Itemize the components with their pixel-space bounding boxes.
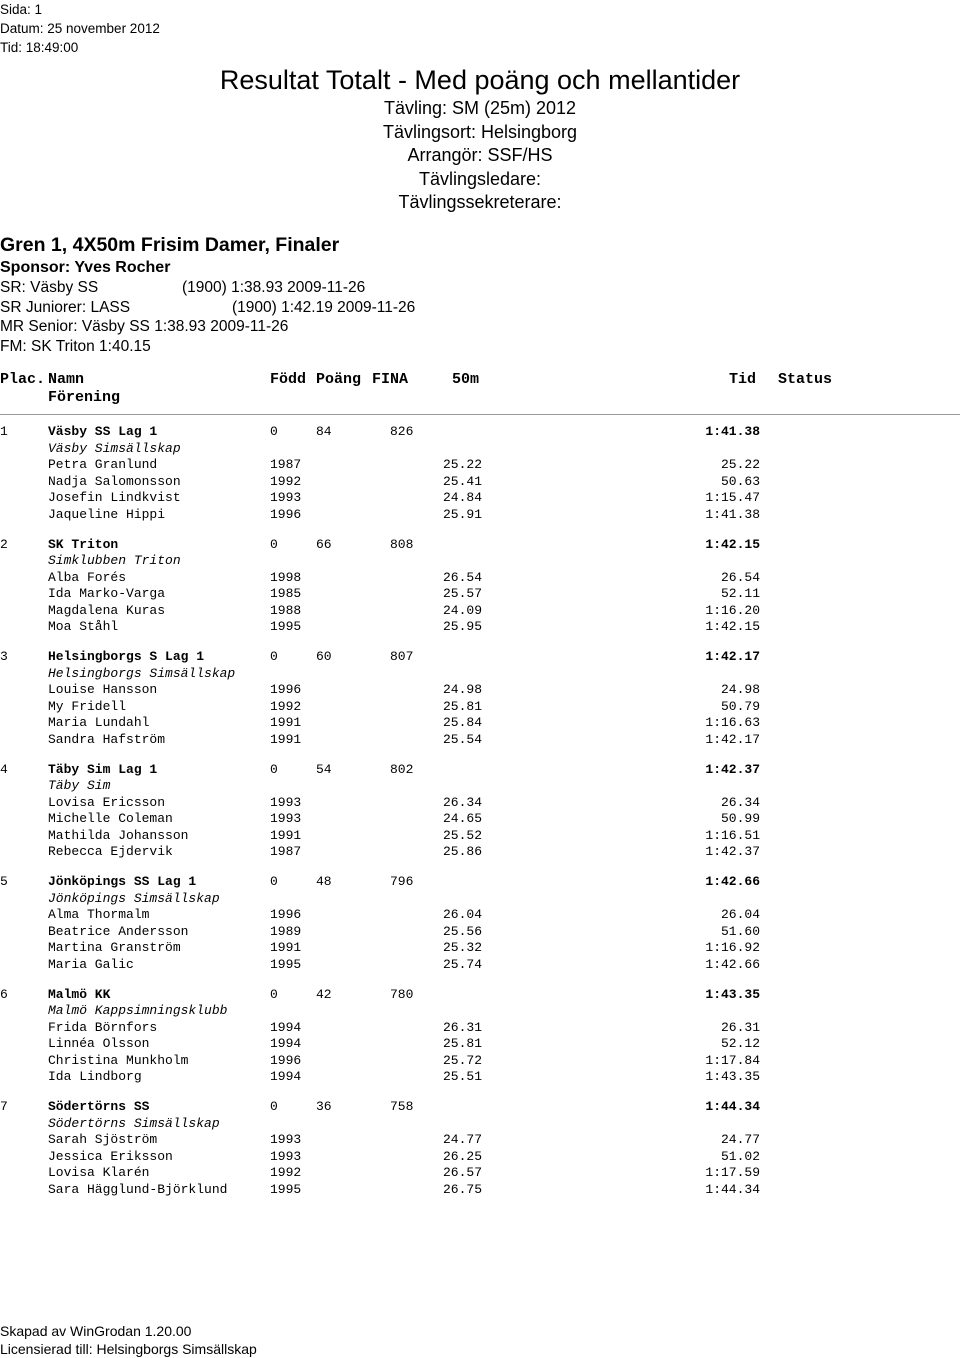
team-row [0, 648, 960, 665]
team-club-row [0, 440, 960, 457]
event-title: Gren 1, 4X50m Frisim Damer, Finaler [0, 234, 340, 256]
swimmer-name: Moa Ståhl [48, 619, 119, 634]
swimmer-year: 1985 [270, 586, 302, 601]
team-club: Helsingborgs Simsällskap [48, 665, 236, 681]
swimmer-name: My Fridell [48, 698, 127, 714]
record-detail: (1900) 1:38.93 2009-11-26 [182, 279, 366, 296]
swimmer-time: 51.60 [720, 923, 760, 939]
team-place: 5 [0, 874, 8, 889]
team-time: 1:41.38 [705, 424, 760, 439]
swimmer-row [0, 1131, 960, 1148]
team-place: 2 [0, 536, 8, 552]
swimmer-year: 1987 [270, 457, 302, 472]
team-points: 54 [316, 761, 332, 777]
swimmer-year: 1995 [270, 1181, 302, 1197]
swimmer-year: 1991 [270, 827, 302, 843]
team-club: Malmö Kappsimningsklubb [48, 1003, 228, 1018]
team-name: SK Triton [48, 536, 119, 552]
team-result [0, 536, 960, 649]
col-status: Status [778, 371, 833, 388]
swimmer-row [0, 602, 960, 619]
swimmer-year: 1995 [270, 619, 302, 634]
team-place: 6 [0, 986, 8, 1002]
swimmer-year: 1989 [270, 923, 302, 939]
swimmer-split: 25.81 [442, 698, 482, 714]
team-row [0, 761, 960, 778]
swimmer-name: Beatrice Andersson [48, 923, 189, 939]
swimmer-time: 1:15.47 [705, 490, 760, 505]
col-poang: Poäng [316, 371, 362, 388]
team-row [0, 423, 960, 440]
team-fina: 758 [390, 1099, 414, 1114]
swimmer-time: 1:42.15 [705, 619, 760, 634]
swimmer-year: 1993 [270, 1132, 302, 1147]
swimmer-split: 25.72 [442, 1052, 482, 1068]
record-detail: (1900) 1:42.19 2009-11-26 [232, 298, 416, 316]
team-place: 7 [0, 1099, 8, 1114]
team-result [0, 648, 960, 761]
competition-organizer: Arrangör: SSF/HS [407, 145, 553, 165]
swimmer-split: 26.57 [442, 1165, 482, 1180]
swimmer-row [0, 923, 960, 940]
record-label: MR Senior: Väsby SS 1:38.93 2009-11-26 [0, 318, 289, 336]
team-year: 0 [270, 986, 278, 1002]
swimmer-time: 24.98 [720, 682, 760, 697]
swimmer-year: 1998 [270, 569, 302, 585]
swimmer-row [0, 906, 960, 923]
team-points: 60 [316, 649, 332, 664]
record-line [0, 337, 339, 357]
swimmer-split: 25.32 [442, 940, 482, 955]
swimmer-row [0, 618, 960, 635]
swimmer-year: 1993 [270, 811, 302, 826]
swimmer-year: 1988 [270, 602, 302, 618]
swimmer-split: 25.84 [442, 715, 482, 730]
swimmer-time: 1:41.38 [705, 506, 760, 522]
team-row [0, 536, 960, 553]
page-title: Resultat Totalt - Med poäng och mellantider [219, 65, 741, 95]
swimmer-row [0, 939, 960, 956]
swimmer-year: 1991 [270, 731, 302, 747]
swimmer-year: 1996 [270, 682, 302, 697]
swimmer-year: 1996 [270, 506, 302, 522]
team-points: 66 [316, 536, 332, 552]
swimmer-row [0, 956, 960, 973]
swimmer-split: 25.52 [442, 827, 482, 843]
swimmer-row [0, 843, 960, 860]
team-name: Täby Sim Lag 1 [48, 761, 158, 777]
team-club-row [0, 1115, 960, 1132]
swimmer-split: 25.22 [442, 457, 482, 472]
results-table [0, 423, 960, 1211]
swimmer-name: Ida Marko-Varga [48, 586, 166, 601]
swimmer-year: 1993 [270, 490, 302, 505]
swimmer-time: 1:42.17 [705, 731, 760, 747]
swimmer-name: Louise Hansson [48, 682, 158, 697]
team-time: 1:42.37 [705, 761, 760, 777]
team-result [0, 1098, 960, 1211]
col-namn: Namn [48, 371, 85, 388]
swimmer-time: 1:42.66 [705, 956, 760, 972]
team-club: Jönköpings Simsällskap [48, 890, 220, 906]
team-time: 1:43.35 [705, 986, 760, 1002]
swimmer-year: 1991 [270, 940, 302, 955]
page-footer [0, 1322, 257, 1358]
swimmer-time: 51.02 [720, 1148, 760, 1164]
swimmer-name: Jaqueline Hippi [48, 506, 166, 522]
swimmer-split: 26.54 [442, 569, 482, 585]
team-year: 0 [270, 536, 278, 552]
team-club-row [0, 552, 960, 569]
swimmer-name: Alba Forés [48, 569, 127, 585]
swimmer-row [0, 1148, 960, 1165]
swimmer-year: 1993 [270, 794, 302, 810]
swimmer-time: 50.79 [720, 698, 760, 714]
team-club: Täby Sim [48, 778, 111, 793]
swimmer-name: Frida Börnfors [48, 1019, 158, 1035]
swimmer-year: 1996 [270, 907, 302, 922]
header-divider [0, 414, 960, 415]
swimmer-name: Alma Thormalm [48, 907, 150, 922]
page-meta [0, 0, 160, 57]
swimmer-name: Linnéa Olsson [48, 1036, 150, 1051]
swimmer-row [0, 1035, 960, 1052]
swimmer-name: Michelle Coleman [48, 811, 173, 826]
team-club-row [0, 890, 960, 907]
swimmer-name: Lovisa Klarén [48, 1165, 150, 1180]
swimmer-time: 1:17.59 [705, 1165, 760, 1180]
swimmer-row [0, 810, 960, 827]
page-number: Sida: 1 [0, 2, 43, 17]
record-line [0, 298, 416, 318]
team-fina: 780 [390, 986, 414, 1002]
print-time: Tid: 18:49:00 [0, 40, 79, 55]
event-sponsor: Sponsor: Yves Rocher [0, 259, 171, 276]
swimmer-name: Jessica Eriksson [48, 1148, 173, 1164]
team-time: 1:44.34 [705, 1099, 760, 1114]
swimmer-time: 26.31 [720, 1019, 760, 1035]
swimmer-split: 26.34 [442, 794, 482, 810]
swimmer-row [0, 714, 960, 731]
created-by: Skapad av WinGrodan 1.20.00 [0, 1323, 192, 1339]
swimmer-split: 24.98 [442, 682, 482, 697]
swimmer-split: 25.91 [442, 506, 482, 522]
swimmer-split: 24.65 [442, 811, 482, 826]
swimmer-year: 1993 [270, 1148, 302, 1164]
swimmer-row [0, 698, 960, 715]
swimmer-name: Maria Lundahl [48, 715, 150, 730]
swimmer-name: Sara Hägglund-Björklund [48, 1181, 228, 1197]
swimmer-time: 1:17.84 [705, 1052, 760, 1068]
swimmer-row [0, 489, 960, 506]
swimmer-split: 26.31 [442, 1019, 482, 1035]
team-year: 0 [270, 424, 278, 439]
swimmer-row [0, 731, 960, 748]
team-fina: 802 [390, 761, 414, 777]
event-info [0, 232, 416, 356]
swimmer-split: 25.81 [442, 1036, 482, 1051]
team-year: 0 [270, 1099, 278, 1114]
team-name: Södertörns SS [48, 1099, 150, 1114]
team-year: 0 [270, 649, 278, 664]
col-plac: Plac. [0, 371, 46, 388]
swimmer-year: 1994 [270, 1019, 302, 1035]
swimmer-row [0, 827, 960, 844]
swimmer-time: 1:16.20 [705, 602, 760, 618]
swimmer-row [0, 1052, 960, 1069]
team-fina: 808 [390, 536, 414, 552]
swimmer-year: 1992 [270, 473, 302, 489]
competition-venue: Tävlingsort: Helsingborg [382, 121, 578, 142]
swimmer-time: 1:16.51 [705, 827, 760, 843]
swimmer-time: 26.04 [720, 907, 760, 922]
team-place: 1 [0, 424, 8, 439]
swimmer-row [0, 1181, 960, 1198]
record-line [0, 317, 339, 337]
team-club: Simklubben Triton [48, 553, 181, 568]
record-line [0, 278, 366, 298]
swimmer-time: 1:44.34 [705, 1181, 760, 1197]
swimmer-year: 1996 [270, 1052, 302, 1068]
swimmer-row [0, 1068, 960, 1085]
swimmer-split: 25.56 [442, 923, 482, 939]
team-row [0, 873, 960, 890]
swimmer-row [0, 794, 960, 811]
swimmer-row [0, 456, 960, 473]
team-club: Väsby Simsällskap [48, 440, 181, 456]
team-result [0, 761, 960, 874]
team-time: 1:42.17 [705, 649, 760, 664]
team-name: Jönköpings SS Lag 1 [48, 874, 197, 889]
swimmer-row [0, 473, 960, 490]
team-club-row [0, 777, 960, 794]
team-club: Södertörns Simsällskap [48, 1115, 220, 1131]
swimmer-row [0, 585, 960, 602]
swimmer-split: 25.86 [442, 844, 482, 859]
team-result [0, 986, 960, 1099]
licensed-to: Licensierad till: Helsingborgs Simsällskap [0, 1341, 257, 1357]
team-row [0, 986, 960, 1003]
swimmer-name: Ida Lindborg [48, 1069, 142, 1084]
swimmer-name: Sarah Sjöström [48, 1132, 158, 1147]
swimmer-year: 1987 [270, 844, 302, 859]
swimmer-split: 25.51 [442, 1069, 482, 1084]
swimmer-time: 24.77 [720, 1132, 760, 1147]
swimmer-time: 52.12 [720, 1036, 760, 1051]
swimmer-name: Lovisa Ericsson [48, 794, 166, 810]
team-club-row [0, 665, 960, 682]
swimmer-time: 1:43.35 [705, 1069, 760, 1084]
team-year: 0 [270, 874, 278, 889]
team-fina: 796 [390, 874, 414, 889]
team-time: 1:42.15 [705, 536, 760, 552]
team-result [0, 873, 960, 986]
team-place: 3 [0, 649, 8, 664]
team-name: Väsby SS Lag 1 [48, 424, 158, 439]
team-fina: 807 [390, 649, 414, 664]
swimmer-split: 25.57 [442, 586, 482, 601]
swimmer-time: 1:16.63 [705, 715, 760, 730]
swimmer-split: 24.09 [442, 602, 482, 618]
team-points: 48 [316, 874, 332, 889]
swimmer-year: 1992 [270, 698, 302, 714]
team-points: 36 [316, 1099, 332, 1114]
competition-name: Tävling: SM (25m) 2012 [383, 98, 577, 118]
swimmer-time: 52.11 [720, 586, 760, 601]
col-fina: FINA [372, 371, 409, 388]
swimmer-year: 1992 [270, 1165, 302, 1180]
swimmer-name: Rebecca Ejdervik [48, 844, 173, 859]
swimmer-split: 24.84 [442, 490, 482, 505]
team-name: Malmö KK [48, 986, 111, 1002]
competition-secretary: Tävlingssekreterare: [398, 192, 562, 212]
swimmer-name: Petra Granlund [48, 457, 158, 472]
competition-leader: Tävlingsledare: [418, 168, 542, 189]
swimmer-name: Mathilda Johansson [48, 827, 189, 843]
team-year: 0 [270, 761, 278, 777]
team-place: 4 [0, 761, 8, 777]
swimmer-time: 26.34 [720, 794, 760, 810]
swimmer-name: Martina Granström [48, 940, 181, 955]
swimmer-split: 24.77 [442, 1132, 482, 1147]
record-label: SR: Väsby SS [0, 279, 99, 296]
swimmer-name: Josefin Lindkvist [48, 490, 181, 505]
swimmer-row [0, 506, 960, 523]
team-result [0, 423, 960, 536]
swimmer-split: 26.04 [442, 907, 482, 922]
swimmer-split: 26.25 [442, 1148, 482, 1164]
record-label: SR Juniorer: LASS [0, 298, 131, 316]
team-points: 42 [316, 986, 332, 1002]
team-row [0, 1098, 960, 1115]
report-header [180, 63, 780, 215]
team-name: Helsingborgs S Lag 1 [48, 649, 205, 664]
swimmer-name: Nadja Salomonsson [48, 473, 181, 489]
col-tid: Tid [729, 371, 757, 388]
team-time: 1:42.66 [705, 874, 760, 889]
col-fodd: Född [270, 371, 307, 388]
swimmer-name: Sandra Hafström [48, 731, 166, 747]
team-club-row [0, 1002, 960, 1019]
swimmer-time: 1:16.92 [705, 940, 760, 955]
swimmer-time: 26.54 [720, 569, 760, 585]
swimmer-split: 25.74 [442, 956, 482, 972]
col-forening: Förening [48, 389, 121, 406]
swimmer-name: Maria Galic [48, 956, 134, 972]
team-points: 84 [316, 424, 332, 439]
swimmer-year: 1994 [270, 1036, 302, 1051]
col-split: 50m [452, 371, 480, 388]
swimmer-time: 50.63 [720, 473, 760, 489]
swimmer-name: Magdalena Kuras [48, 602, 166, 618]
swimmer-row [0, 681, 960, 698]
print-date: Datum: 25 november 2012 [0, 21, 160, 36]
swimmer-year: 1994 [270, 1069, 302, 1084]
swimmer-split: 25.54 [442, 731, 482, 747]
swimmer-row [0, 569, 960, 586]
swimmer-year: 1995 [270, 956, 302, 972]
swimmer-year: 1991 [270, 715, 302, 730]
swimmer-row [0, 1019, 960, 1036]
swimmer-time: 25.22 [720, 457, 760, 472]
team-fina: 826 [390, 424, 414, 439]
swimmer-split: 26.75 [442, 1181, 482, 1197]
swimmer-split: 25.41 [442, 473, 482, 489]
swimmer-time: 1:42.37 [705, 844, 760, 859]
swimmer-name: Christina Munkholm [48, 1052, 189, 1068]
swimmer-row [0, 1164, 960, 1181]
record-label: FM: SK Triton 1:40.15 [0, 337, 151, 355]
swimmer-split: 25.95 [442, 619, 482, 634]
swimmer-time: 50.99 [720, 811, 760, 826]
